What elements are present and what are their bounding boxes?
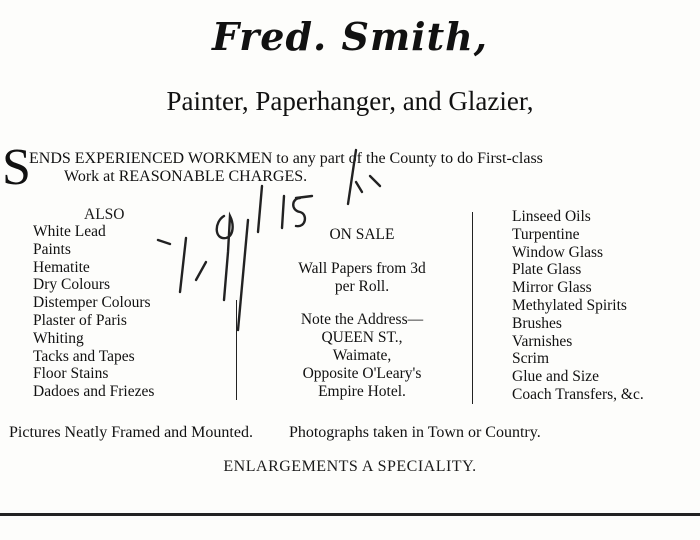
- list-item: Mirror Glass: [512, 279, 592, 297]
- list-item: Distemper Colours: [33, 294, 151, 312]
- list-item: Floor Stains: [33, 365, 109, 383]
- list-item: Whiting: [33, 329, 84, 347]
- address-line: Empire Hotel.: [318, 382, 406, 400]
- wallpaper-price: Wall Papers from 3d: [298, 259, 426, 277]
- list-item: Scrim: [512, 350, 550, 368]
- column-divider-left: [236, 300, 237, 400]
- list-item: Methylated Spirits: [512, 296, 627, 314]
- services-line: [9, 424, 541, 442]
- stock-list: [512, 208, 644, 404]
- intro-line-1: ENDS EXPERIENCED WORKMEN to any part of the County to do First-class: [29, 150, 543, 167]
- list-item: Dadoes and Friezes: [33, 383, 155, 401]
- list-item: Window Glass: [512, 243, 604, 261]
- drop-cap: S: [2, 139, 31, 196]
- list-item: Tacks and Tapes: [33, 347, 135, 365]
- photography-text: Photographs taken in Town or Country.: [288, 424, 541, 441]
- address-line: Waimate,: [332, 346, 392, 364]
- on-sale-column: [262, 226, 462, 400]
- list-item: Varnishes: [512, 332, 573, 350]
- list-item: Glue and Size: [512, 368, 599, 386]
- bottom-rule: [0, 513, 700, 516]
- wallpaper-unit: per Roll.: [334, 277, 390, 295]
- tagline: ENLARGEMENTS A SPECIALITY.: [223, 458, 477, 475]
- spacer: [262, 295, 462, 311]
- list-item: Paints: [33, 240, 71, 258]
- trade-description: Painter, Paperhanger, and Glazier,: [166, 86, 534, 116]
- list-item: Plaster of Paris: [33, 311, 127, 329]
- also-heading: ALSO: [84, 206, 125, 223]
- on-sale-heading: ON SALE: [329, 226, 395, 243]
- intro-line-2: Work at REASONABLE CHARGES.: [64, 168, 308, 185]
- list-item: Brushes: [512, 314, 562, 332]
- list-item: White Lead: [33, 223, 106, 240]
- list-item: Dry Colours: [33, 276, 111, 294]
- address-line: Note the Address—: [300, 311, 424, 329]
- list-item: Linseed Oils: [512, 208, 591, 225]
- also-list: [33, 223, 154, 401]
- list-item: Hematite: [33, 258, 90, 276]
- list-item: Turpentine: [512, 225, 580, 243]
- spacer: [262, 244, 462, 260]
- list-item: Coach Transfers, &c.: [512, 385, 644, 403]
- address-line: QUEEN ST.,: [321, 329, 403, 347]
- framing-text: Pictures Neatly Framed and Mounted.: [9, 424, 253, 441]
- address-line: Opposite O'Leary's: [302, 364, 422, 382]
- list-item: Plate Glass: [512, 261, 582, 279]
- business-name: Fred. Smith,: [211, 14, 489, 59]
- column-divider-right: [472, 212, 473, 404]
